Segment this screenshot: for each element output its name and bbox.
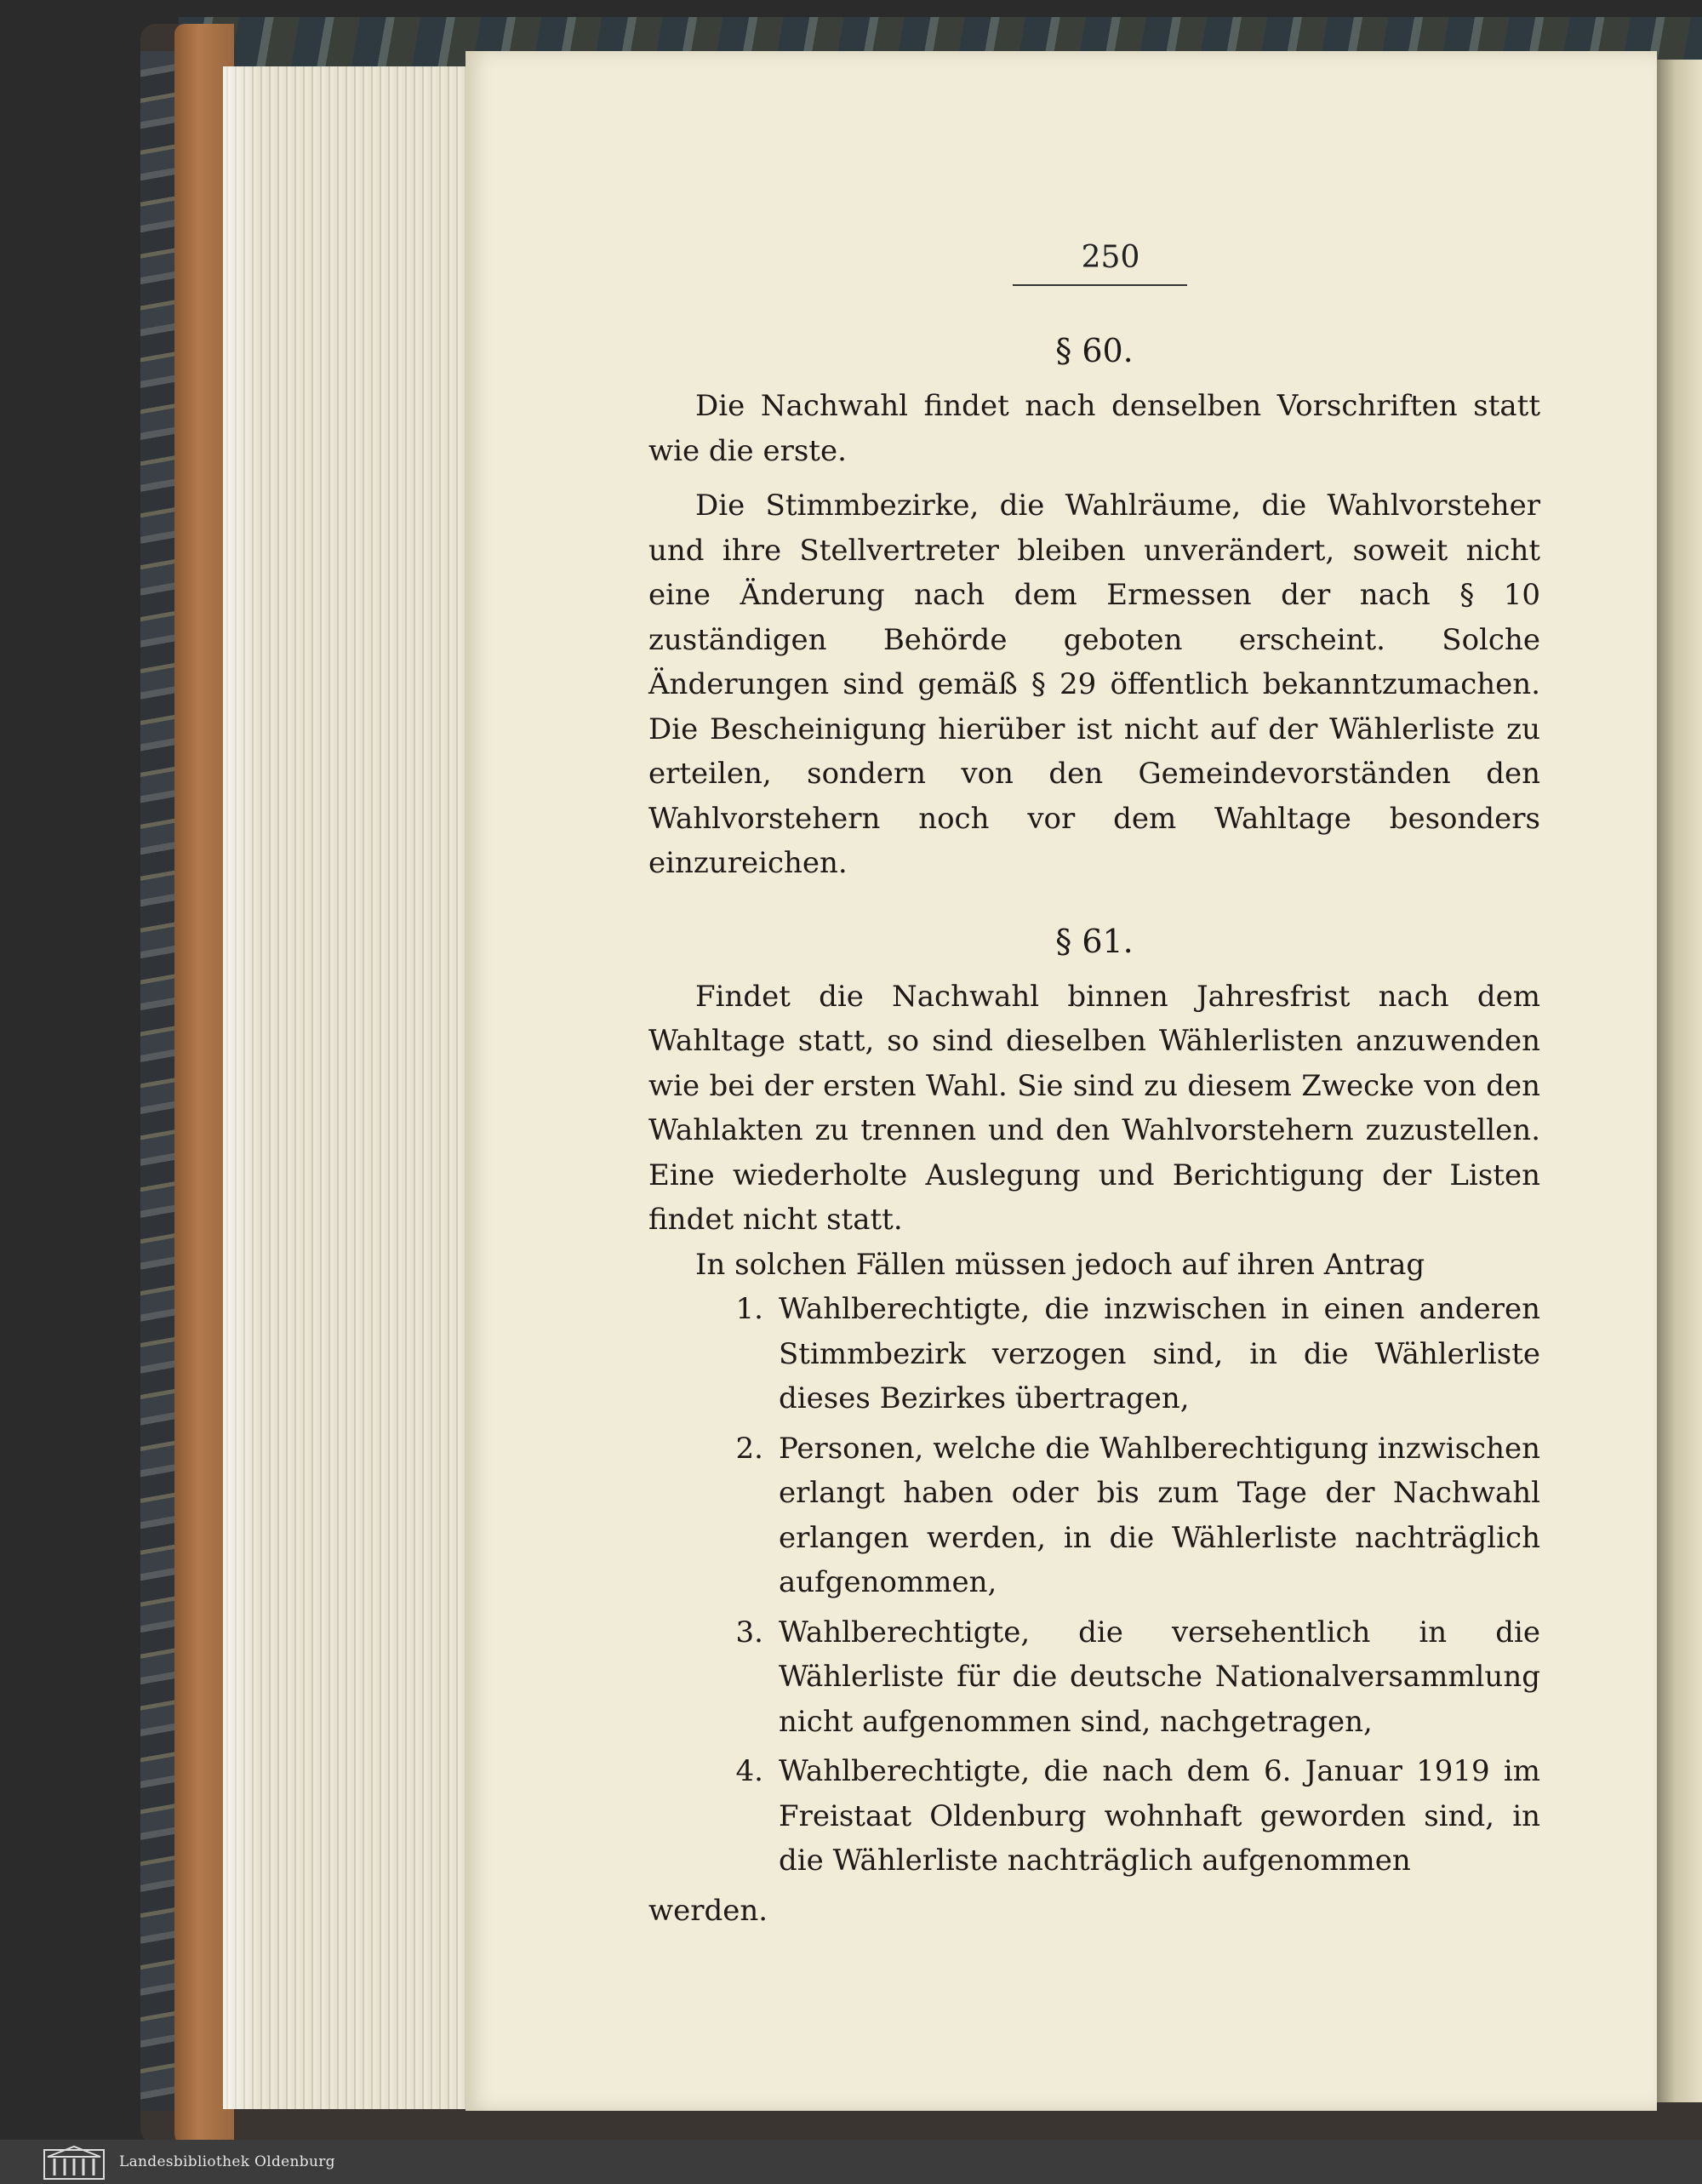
section-61 (648, 918, 1540, 1934)
library-building-icon (43, 2143, 106, 2181)
section-heading: § 61. (1055, 922, 1134, 960)
page-stack-edge (223, 66, 467, 2109)
footer-bar (0, 2140, 1702, 2184)
list-text: Personen, welche die Wahlberechtigung inzwischen erlangt haben oder bis zum Tage der Nachwahl erlangen werden, in die Wählerliste nachträglich aufgenommen, (779, 1431, 1540, 1599)
paragraph: Findet die Nachwahl binnen Jahresfrist nach dem Wahltage statt, so sind dieselben Wählerlisten anzuwenden wie bei der ersten Wahl. Sie sind zu diesem Zwecke von den Wahlakten zu trennen und den Wahlvorstehern zuzustellen. Eine wiederholte Auslegung und Berichtigung der Listen findet nicht statt. (648, 979, 1540, 1237)
list-number: 2. (735, 1431, 763, 1466)
page-number: 250 (1081, 240, 1140, 275)
section-60 (648, 328, 1540, 886)
paragraph: In solchen Fällen müssen jedoch auf ihren Antrag (695, 1247, 1425, 1282)
list-text: Wahlberechtigte, die nach dem 6. Januar 1919 im Freistaat Oldenburg wohnhaft geworden sind, in die Wählerliste nachträglich aufgenommen (779, 1754, 1540, 1878)
list-item (648, 1426, 1540, 1605)
library-name: Landesbibliothek Oldenburg (119, 2153, 335, 2170)
list-number: 1. (735, 1292, 763, 1326)
paragraph: Die Nachwahl findet nach denselben Vorschriften statt wie die erste. (648, 389, 1540, 468)
section-heading: § 60. (1055, 332, 1134, 369)
list-item (648, 1749, 1540, 1884)
numbered-list (648, 1287, 1540, 1884)
paragraph: Die Stimmbezirke, die Wahlräume, die Wahlvorsteher und ihre Stellvertreter bleiben unverändert, soweit nicht eine Änderung nach dem Ermessen der nach § 10 zuständigen Behörde geboten erscheint. Solche Änderungen sind gemäß § 29 öffentlich bekanntzumachen. Die Bescheinigung hierüber ist nicht auf der Wählerliste zu erteilen, sondern von den Gemeindevorständen den Wahlvorstehern noch vor dem Wahltage besonders einzureichen. (648, 489, 1540, 880)
facing-page-gutter (1657, 60, 1702, 2102)
closing-word: werden. (648, 1893, 768, 1928)
page-stack-highlight (223, 66, 257, 2109)
list-text: Wahlberechtigte, die inzwischen in einen anderen Stimmbezirk verzogen sind, in die Wählerliste dieses Bezirkes übertragen, (779, 1292, 1540, 1415)
page-content (648, 328, 1540, 1933)
list-item (648, 1287, 1540, 1421)
list-item (648, 1610, 1540, 1745)
list-number: 4. (735, 1754, 763, 1788)
page-number-rule (1013, 284, 1187, 286)
list-text: Wahlberechtigte, die versehentlich in die Wählerliste für die deutsche Nationalversammlung nicht aufgenommen sind, nachgetragen, (779, 1615, 1540, 1739)
list-number: 3. (735, 1615, 763, 1649)
